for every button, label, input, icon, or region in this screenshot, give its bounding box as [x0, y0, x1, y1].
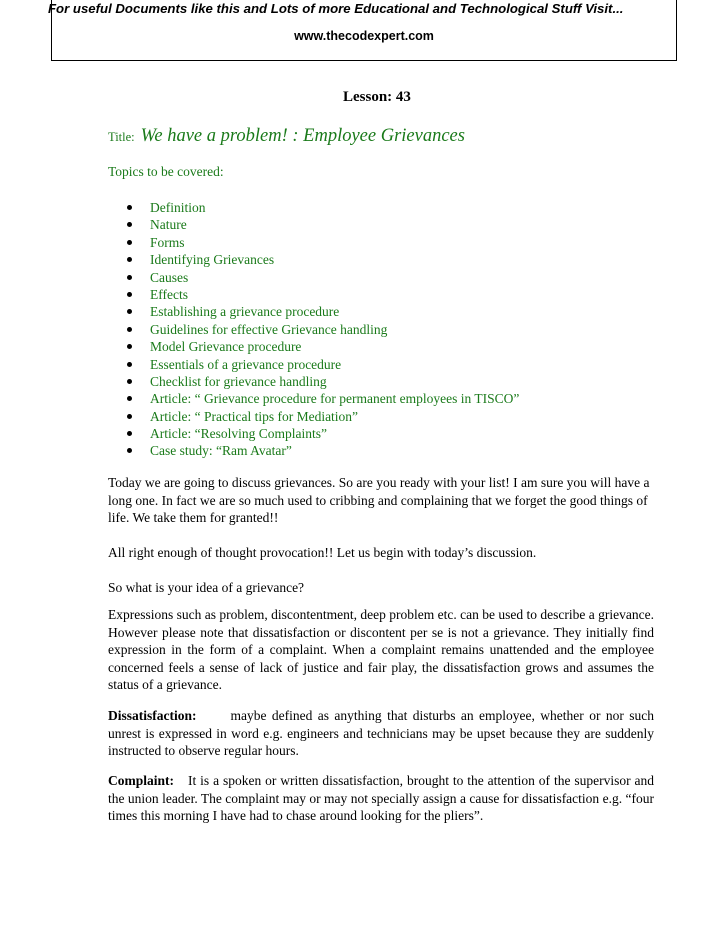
topic-item: [124, 408, 519, 425]
bullet-icon: [127, 292, 132, 297]
bullet-icon: [127, 414, 132, 419]
bullet-icon: [127, 396, 132, 401]
topic-label: Guidelines for effective Grievance handling: [150, 321, 388, 337]
page-title: We have a problem! : Employee Grievances: [140, 126, 465, 146]
dissatisfaction-paragraph: [108, 707, 654, 760]
banner-url[interactable]: www.thecodexpert.com: [294, 29, 434, 43]
topic-item: [124, 286, 519, 303]
topic-item: [124, 269, 519, 286]
expressions-paragraph: Expressions such as problem, discontentment, deep problem etc. can be used to describe a grievance. However please note that dissatisfaction or discontent per se is not a grievance. They initially find expression in the form of a complaint. When a complaint remains unattended and the employee concerned feels a sense of lack of justice and fair play, the dissatisfaction grows and assumes the status of a grievance.: [108, 607, 654, 692]
promo-banner: [48, 0, 677, 61]
topic-item: [124, 442, 519, 459]
topic-label: Case study: “Ram Avatar”: [150, 443, 292, 459]
topic-item: [124, 373, 519, 390]
topics-label: Topics to be covered:: [108, 164, 224, 179]
bullet-icon: [127, 379, 132, 384]
bullet-icon: [127, 344, 132, 349]
title-label: Title:: [108, 130, 135, 144]
bullet-icon: [127, 448, 132, 453]
lesson-heading: Lesson: 43: [343, 89, 411, 105]
bullet-icon: [127, 222, 132, 227]
complaint-paragraph: [108, 772, 654, 825]
bullet-icon: [127, 257, 132, 262]
topic-label: Definition: [150, 200, 206, 215]
bullet-icon: [127, 205, 132, 210]
topic-label: Checklist for grievance handling: [150, 373, 327, 389]
topic-item: [124, 251, 519, 268]
banner-text: For useful Documents like this and Lots of more Educational and Technological Stuff Visit...: [48, 1, 624, 16]
topic-item: [124, 390, 519, 407]
topic-item: [124, 199, 519, 216]
bullet-icon: [127, 309, 132, 314]
dissatisfaction-definition: maybe defined as anything that disturbs an employee, whether or nor such unrest is expressed in word e.g. engineers and technicians may be upset because they are suddenly instructed to observe regular hours.: [108, 708, 654, 758]
topic-label: Model Grievance procedure: [150, 339, 302, 355]
topic-item: [124, 425, 519, 442]
intro-paragraph: Today we are going to discuss grievances. So are you ready with your list! I am sure you will have a long one. In fact we are so much used to cribbing and complaining that we forget the good things of life. We take them for granted!!: [108, 475, 650, 525]
topic-label: Causes: [150, 269, 189, 285]
bullet-icon: [127, 275, 132, 280]
topic-item: [124, 234, 519, 251]
topic-label: Article: “Resolving Complaints”: [150, 426, 327, 442]
topic-label: Forms: [150, 234, 185, 250]
topics-list: [124, 199, 519, 460]
bullet-icon: [127, 431, 132, 436]
topic-item: [124, 303, 519, 320]
bullet-icon: [127, 327, 132, 332]
question-paragraph: So what is your idea of a grievance?: [108, 580, 305, 595]
bullet-icon: [127, 362, 132, 367]
topic-label: Identifying Grievances: [150, 252, 275, 268]
topic-item: [124, 216, 519, 233]
complaint-term: Complaint:: [108, 773, 175, 788]
complaint-definition: It is a spoken or written dissatisfaction, brought to the attention of the supervisor and the union leader. The complaint may or may not specially assign a cause for dissatisfaction e.g. “four times this morning I have had to chase around looking for the pliers”.: [108, 773, 654, 823]
topic-item: [124, 321, 519, 338]
dissatisfaction-term: Dissatisfaction:: [108, 708, 197, 723]
topic-label: Effects: [150, 286, 188, 302]
discussion-paragraph: All right enough of thought provocation!! Let us begin with today’s discussion.: [108, 545, 537, 560]
topic-label: Nature: [150, 217, 187, 233]
topic-label: Essentials of a grievance procedure: [150, 356, 342, 372]
topic-item: [124, 356, 519, 373]
topic-label: Article: “ Grievance procedure for permanent employees in TISCO”: [150, 391, 520, 407]
topic-label: Article: “ Practical tips for Mediation”: [150, 408, 359, 424]
title-row: [108, 126, 465, 147]
bullet-icon: [127, 240, 132, 245]
topic-label: Establishing a grievance procedure: [150, 304, 340, 320]
topic-item: [124, 338, 519, 355]
